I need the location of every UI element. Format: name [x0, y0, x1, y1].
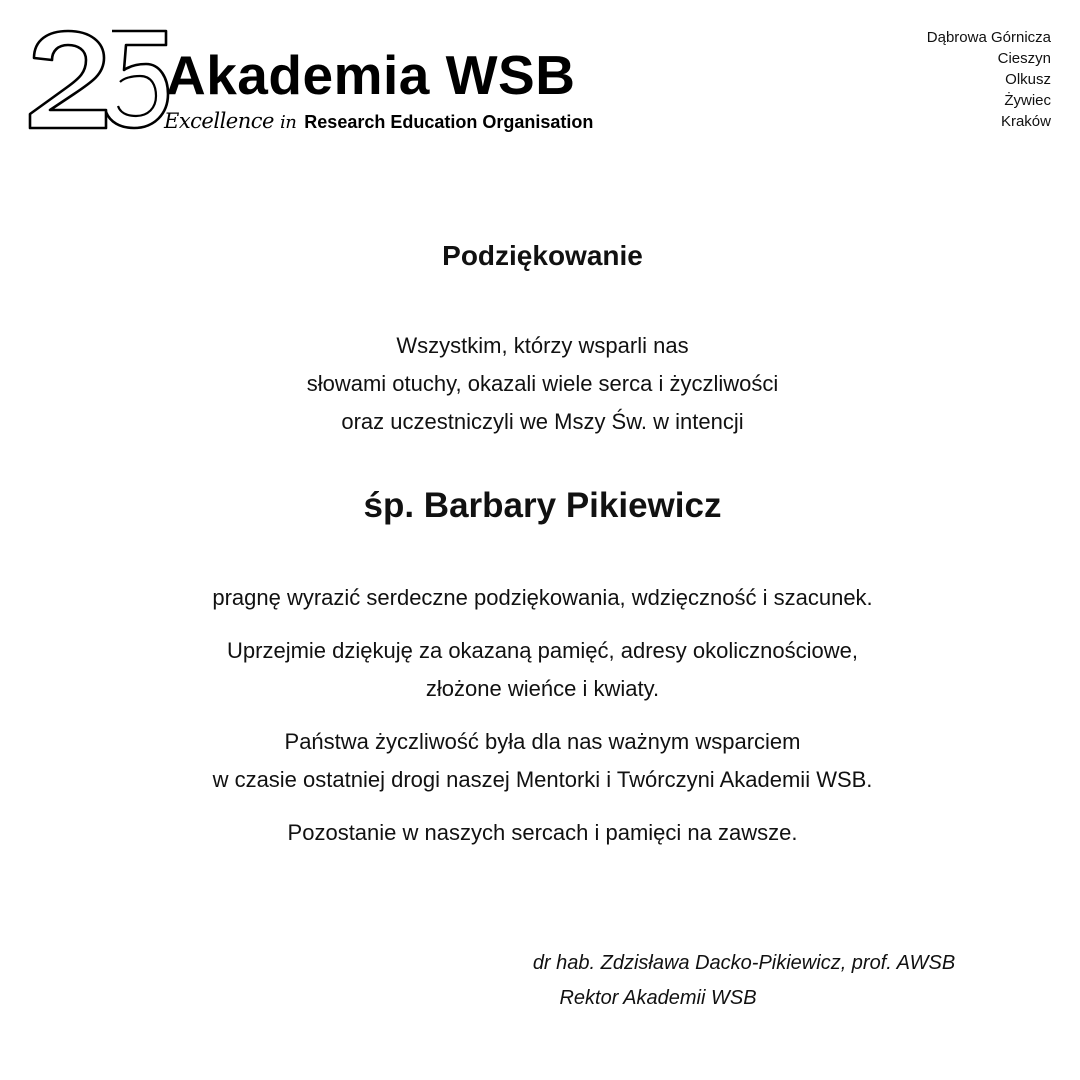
memory-line: złożone wieńce i kwiaty.	[425, 676, 660, 701]
thanks-line: pragnę wyrazić serdeczne podziękowania, wdzięczność i szacunek.	[212, 585, 873, 610]
signatory-name: dr hab. Zdzisława Dacko-Pikiewicz, prof. AWSB	[532, 952, 956, 974]
closing-paragraph	[0, 814, 1080, 852]
location-dabrowa-gornicza: Dąbrowa Górnicza	[926, 29, 1051, 46]
location-olkusz: Olkusz	[1005, 71, 1051, 88]
support-paragraph	[0, 723, 1080, 799]
location-cieszyn: Cieszyn	[997, 50, 1051, 67]
thanks-paragraph	[0, 579, 1080, 617]
deceased-name: śp. Barbary Pikiewicz	[363, 486, 722, 525]
location-zywiec: Żywiec	[1004, 92, 1051, 109]
tagline-rest: Research Education Organisation	[304, 112, 594, 132]
memory-line: Uprzejmie dziękuję za okazaną pamięć, adresy okolicznościowe,	[227, 638, 858, 663]
tagline-excellence: Excellence	[164, 109, 274, 133]
tagline-in: in	[279, 112, 297, 133]
letter-title: Podziękowanie	[442, 240, 643, 271]
brand-tagline	[164, 108, 593, 136]
brand-name: Akademia WSB	[166, 44, 576, 106]
memory-paragraph	[0, 632, 1080, 708]
anniversary-25-logo	[28, 28, 170, 132]
intro-paragraph	[0, 327, 1080, 441]
campus-locations	[927, 27, 1051, 132]
support-line: w czasie ostatniej drogi naszej Mentorki i Twórczyni Akademii WSB.	[212, 767, 873, 792]
closing-line: Pozostanie w naszych sercach i pamięci na zawsze.	[287, 820, 798, 845]
signatory-position: Rektor Akademii WSB	[559, 987, 757, 1009]
support-line: Państwa życzliwość była dla nas ważnym wsparciem	[284, 729, 801, 754]
intro-line: Wszystkim, którzy wsparli nas	[396, 333, 689, 358]
intro-line: oraz uczestniczyli we Mszy Św. w intencji	[341, 409, 744, 434]
signature-block	[430, 946, 956, 1016]
intro-line: słowami otuchy, okazali wiele serca i życzliwości	[306, 371, 779, 396]
location-krakow: Kraków	[1000, 113, 1051, 130]
